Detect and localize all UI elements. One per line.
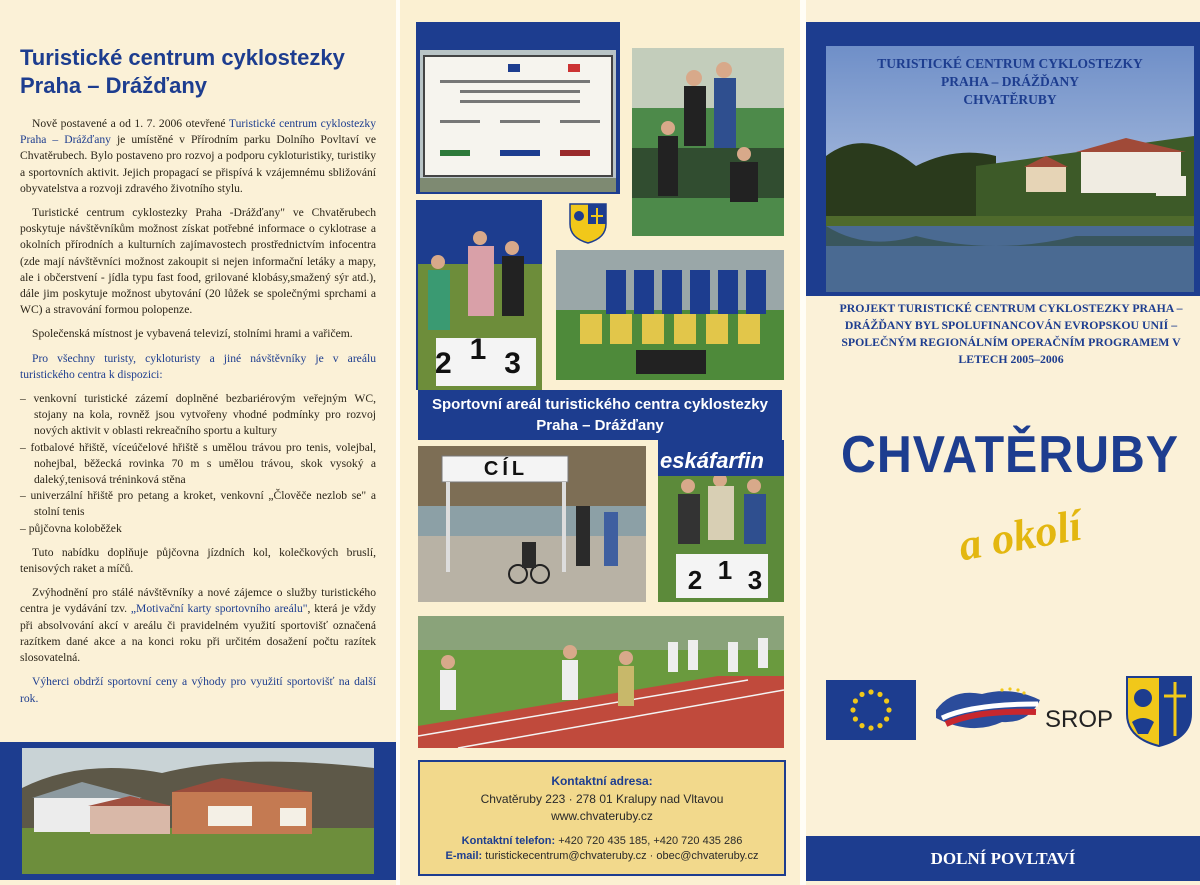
- tennis-team-photo: [632, 48, 784, 236]
- left-panel: [0, 0, 396, 885]
- list-item: – fotbalové hřiště, víceúčelové hřiště s umělou trávou pro tenis, volejbal, nohejbal, běžecká rovinka 70 m s umělou trávou, skok vysoký a daleký,tenisová tréninková stěna: [20, 440, 376, 489]
- podium-numbers: 2 1 3: [434, 333, 521, 380]
- intro-paragraph: Nově postavené a od 1. 7. 2006 otevřené Turistické centrum cyklostezky Praha – Drážďany je umístěné v Přírodním parku Dolního Povltaví ve Chvatěrubech. Bylo postaveno pro rozvoj a podporu cykloturistiky, turistiky a sportovních aktivit. Jejich propagací se přispívá k vzájemnému sbližování obyvatelstva a rozvoji zdravého životního stylu.: [20, 117, 376, 195]
- running-track-photo: [418, 616, 784, 748]
- project-statement: PROJEKT TURISTICKÉ CENTRUM CYKLOSTEZKY PRAHA – DRÁŽĎANY BYL SPOLUFINANCOVÁN EVROPSKOU UNIÍ – SPOLEČNÝM REGIONÁLNÍM OPERAČNÍM PROGRAMEM V LETECH 2005–2006: [839, 301, 1183, 366]
- sponsor-banner: eskáfarfin: [660, 448, 764, 473]
- list-item: – venkovní turistické zázemí doplněné bezbariérovým veřejným WC, stojany na kola, rovněž jsou vytvořeny vhodné podmínky pro rozvoj nových aktivit v oblasti rekreačního sportu a kultury: [20, 391, 376, 440]
- finish-sign: CÍL: [483, 458, 529, 480]
- cover-footer: DOLNÍ POVLTAVÍ: [806, 836, 1200, 881]
- srop-logo-icon: [932, 684, 1044, 740]
- facilities-list: [20, 391, 376, 537]
- website-link[interactable]: www.chvateruby.cz: [551, 809, 653, 823]
- list-item: – půjčovna koloběžek: [20, 521, 376, 537]
- common-room-paragraph: Společenská místnost je vybavená televizí, stolními hrami a vařičem.: [32, 327, 353, 341]
- page-title: Turistické centrum cyklostezky Praha – Drážďany: [20, 45, 345, 98]
- rental-paragraph: Tuto nabídku doplňuje půjčovna jízdních kol, kolečkových bruslí, tenisových raket a míčů.: [20, 545, 376, 576]
- list-item: – univerzální hřiště pro petang a kroket, venkovní „Člověče nezlob se" a stolní tenis: [20, 488, 376, 520]
- prize-paragraph: Výherci obdrží sportovní ceny a výhody pro využití sportovišť na další rok.: [20, 675, 376, 705]
- football-team-photo: [556, 250, 784, 380]
- contact-email: E-mail: turistickecentrum@chvateruby.cz · obec@chvateruby.cz: [445, 850, 759, 862]
- card-paragraph: Zvýhodnění pro stálé návštěvníky a nové zájemce o služby turistického centra je vydávání tzv. „Motivační karty sportovního areálu", která je vždy při absolvování akcí v areálu či pravidelném využití sportovišť označená razítkem dané akce a na konci roku při určitém dosažení počtu razítek slosovatelná.: [20, 586, 376, 665]
- contact-phone: Kontaktní telefon: +420 720 435 185, +420 720 435 286: [461, 835, 743, 847]
- services-paragraph: Turistické centrum cyklostezky Praha -Drážďany" ve Chvatěrubech poskytuje návštěvníkům možnost získat potřebné informace o cyklotrase a okolních přírodních a kulturních zajímavostech prostřednictvím infocentra (zde mají návštěvníci možnost zakoupit si nejen informační letáky a mapy, ale i občerstvení - jídla typu fast food, grilované klobásy,smažený sýr atd.), dále jim poskytuje možnost ubytování (20 lůžek se společnými sprchami a WC) a stravování formou polopenze.: [20, 206, 376, 317]
- contact-title: Kontaktní adresa:: [551, 774, 653, 788]
- coat-of-arms-icon: [568, 202, 608, 244]
- contact-box: [418, 760, 786, 876]
- contact-address: Chvatěruby 223 · 278 01 Kralupy nad Vltavou: [480, 792, 724, 806]
- email-link[interactable]: turistickecentrum@chvateruby.cz · obec@chvateruby.cz: [482, 850, 759, 862]
- project-sign-photo: [420, 50, 616, 192]
- cover-header: TURISTICKÉ CENTRUM CYKLOSTEZKY PRAHA – DRÁŽĎANY CHVATĚRUBY: [877, 56, 1143, 107]
- podium-numbers-2: 2 1 3: [687, 555, 763, 595]
- coat-of-arms-icon: [1124, 674, 1194, 748]
- cover-title: CHVATĚRUBY: [841, 426, 1179, 484]
- srop-label: SROP: [1045, 706, 1114, 733]
- cover-subtitle: a okolí: [954, 500, 1086, 571]
- eu-flag-icon: [826, 680, 916, 740]
- facilities-heading: Pro všechny turisty, cykloturisty a jiné návštěvníky je v areálu turistického centra k dispozici:: [20, 351, 376, 381]
- left-panel-body: [20, 116, 376, 715]
- building-photo: [22, 748, 374, 874]
- sports-area-caption: Sportovní areál turistického centra cyklostezky Praha – Drážďany: [418, 390, 782, 440]
